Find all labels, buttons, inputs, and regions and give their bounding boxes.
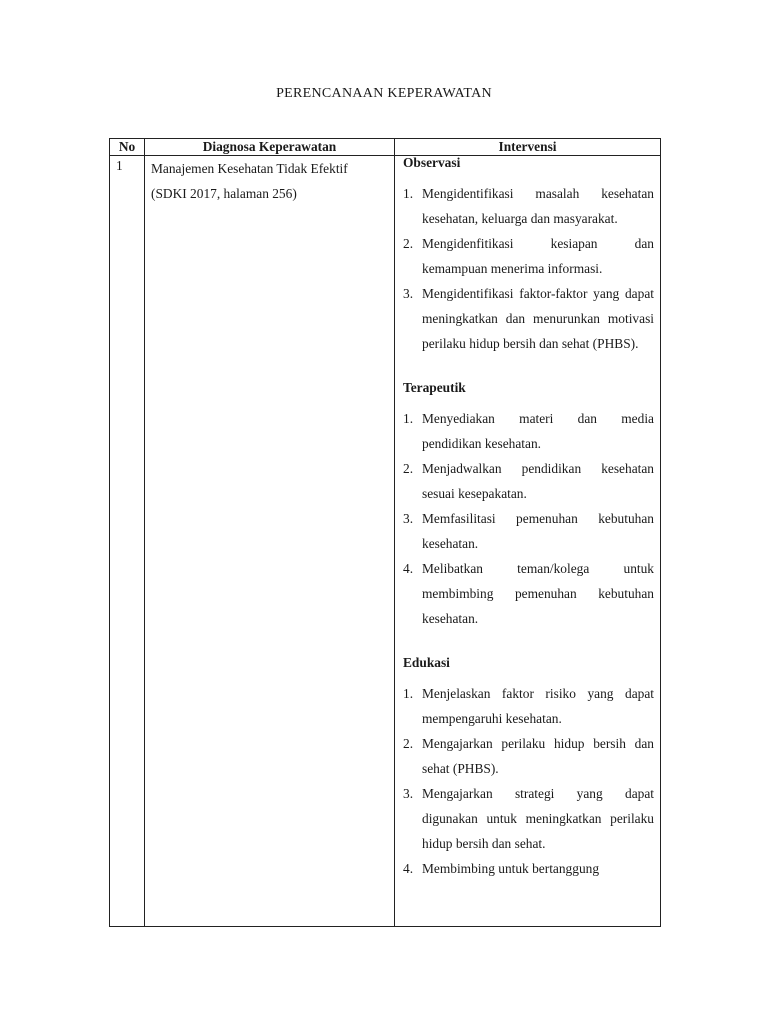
header-intervention: Intervensi [395,139,661,156]
document-title: PERENCANAAN KEPERAWATAN [276,86,492,101]
item-text: Menjelaskan faktor risiko yang dapat mempengaruhi kesehatan. [422,686,654,726]
item-text: Menjadwalkan pendidikan kesehatan sesuai kesepakatan. [422,461,654,501]
item-text: Menyediakan materi dan media pendidikan kesehatan. [422,411,654,451]
item-number: 4. [403,561,414,576]
diagnosis-reference: (SDKI 2017, halaman 256) [151,186,297,201]
list-item [403,506,654,556]
table-row [110,156,661,927]
table-header-row [110,139,661,156]
item-number: 1. [403,686,414,701]
item-text: Mengajarkan strategi yang dapat digunakan untuk meningkatkan perilaku hidup bersih dan sehat. [422,786,654,851]
item-number: 3. [403,786,414,801]
section-title: Observasi [403,155,461,170]
item-number: 2. [403,736,414,751]
list-item [403,181,654,231]
section-observasi [403,156,654,356]
item-number: 3. [403,511,414,526]
list-item [403,681,654,731]
item-number: 2. [403,236,414,251]
section-edukasi [403,656,654,881]
intervention-cell [395,156,661,927]
list-item [403,731,654,781]
list-item [403,231,654,281]
list-item [403,456,654,506]
intervention-list [403,681,654,881]
section-terapeutik [403,381,654,631]
diagnosis-text: Manajemen Kesehatan Tidak Efektif [151,161,348,176]
header-no: No [110,139,145,156]
item-number: 1. [403,186,414,201]
section-title: Terapeutik [403,380,466,395]
item-number: 4. [403,861,414,876]
item-text: Membimbing untuk bertanggung [422,861,600,876]
section-title: Edukasi [403,655,450,670]
item-number: 2. [403,461,414,476]
list-item [403,781,654,856]
row-number: 1 [110,156,145,927]
item-text: Mengidentifikasi masalah kesehatan kesehatan, keluarga dan masyarakat. [422,186,654,226]
intervention-list [403,406,654,631]
list-item [403,856,654,881]
item-text: Mengidentifikasi faktor-faktor yang dapat meningkatkan dan menurunkan motivasi perilaku hidup bersih dan sehat (PHBS). [422,286,654,351]
intervention-list [403,181,654,356]
item-number: 3. [403,286,414,301]
list-item [403,406,654,456]
item-text: Mengidenfitikasi kesiapan dan kemampuan menerima informasi. [422,236,654,276]
item-text: Mengajarkan perilaku hidup bersih dan sehat (PHBS). [422,736,654,776]
item-text: Melibatkan teman/kolega untuk membimbing pemenuhan kebutuhan kesehatan. [422,561,654,626]
diagnosis-cell [145,156,395,927]
header-diagnosis: Diagnosa Keperawatan [145,139,395,156]
list-item [403,556,654,631]
item-text: Memfasilitasi pemenuhan kebutuhan kesehatan. [422,511,654,551]
list-item [403,281,654,356]
item-number: 1. [403,411,414,426]
nursing-plan-table [109,138,661,927]
